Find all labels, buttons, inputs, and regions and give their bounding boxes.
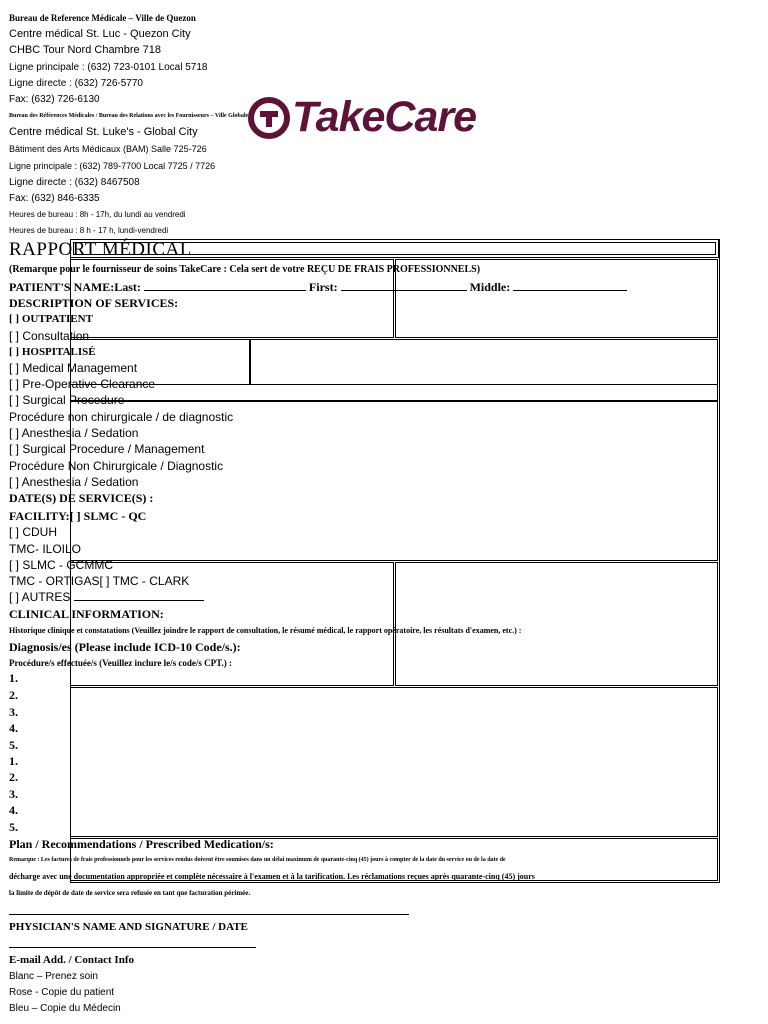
frame-band <box>70 384 718 401</box>
bgc-main-line: Ligne principale : (632) 789-7700 Local 7725 / 7726 <box>9 161 216 171</box>
qc-fax: Fax: (632) 726-6130 <box>9 94 100 105</box>
surgical-procedure-checkbox[interactable]: [ ] Surgical Procedure <box>9 393 125 407</box>
first-label: First: <box>308 280 338 294</box>
outpatient-checkbox[interactable]: [ ] OUTPATIENT <box>9 313 93 325</box>
copy-blue: Bleu – Copie du Médecin <box>9 1003 121 1014</box>
cduh-checkbox[interactable]: [ ] CDUH <box>9 525 57 539</box>
tmc-row <box>9 575 189 587</box>
takecare-logo-icon <box>246 97 292 139</box>
diag-number-1: 1. <box>9 671 18 685</box>
anesthesia-checkbox-2[interactable]: [ ] Anesthesia / Sedation <box>9 475 139 489</box>
bgc-fax: Fax: (632) 846-6335 <box>9 193 100 204</box>
tmc-iloilo-label: TMC- ILOILO <box>9 542 82 556</box>
takecare-logo-text: TakeCare <box>292 93 477 141</box>
bgc-bureau: Bureau des Références Médicales / Bureau des Relations avec les Fournisseurs – Ville Globale <box>9 113 249 119</box>
bgc-center-name: Centre médical St. Luke's - Global City <box>9 126 198 138</box>
non-surgical-procedure-2: Procédure Non Chirurgicale / Diagnostic <box>9 459 224 473</box>
diag-number-4: 4. <box>9 721 18 735</box>
form-title: RAPPORT MÉDICAL <box>9 239 192 260</box>
middle-name-field[interactable] <box>513 290 627 291</box>
proc-number-4: 4. <box>9 803 18 817</box>
bureau-title: Bureau de Reference Médicale – Ville de Quezon <box>9 13 196 23</box>
description-label: DESCRIPTION OF SERVICES: <box>9 296 179 310</box>
email-line[interactable] <box>9 947 256 948</box>
autres-row <box>9 591 204 603</box>
clinical-information-label: CLINICAL INFORMATION: <box>9 607 164 621</box>
diagnosis-label: Diagnosis/es (Please include ICD-10 Code/s.): <box>9 640 241 654</box>
patient-name-row <box>9 281 627 293</box>
qc-address: CHBC Tour Nord Chambre 718 <box>9 44 162 56</box>
physician-signature-line[interactable] <box>9 914 409 915</box>
proc-number-3: 3. <box>9 787 18 801</box>
facility-row <box>9 510 146 522</box>
proc-number-5: 5. <box>9 820 18 834</box>
tmc-clark-checkbox[interactable]: [ ] TMC - CLARK <box>99 574 190 588</box>
anesthesia-checkbox-1[interactable]: [ ] Anesthesia / Sedation <box>9 426 139 440</box>
clinical-history-label: Historique clinique et constatations (Veuillez joindre le rapport de consultation, le résumé médical, le rapport opératoire, les résultats d'examen, etc.) : <box>9 626 522 635</box>
email-label: E-mail Add. / Contact Info <box>9 954 134 966</box>
plan-label: Plan / Recommendations / Prescribed Medication/s: <box>9 837 274 851</box>
dates-of-service-label: DATE(S) DE SERVICE(S) : <box>9 491 154 505</box>
physician-label: PHYSICIAN'S NAME AND SIGNATURE / DATE <box>9 921 248 933</box>
frame-right-2 <box>250 339 718 385</box>
medical-management-checkbox[interactable]: [ ] Medical Management <box>9 361 138 375</box>
frame-services <box>70 401 718 561</box>
middle-label: Middle: <box>469 280 511 294</box>
qc-main-line: Ligne principale : (632) 723-0101 Local 5718 <box>9 62 208 73</box>
consultation-checkbox[interactable]: [ ] Consultation <box>9 329 90 343</box>
diag-number-5: 5. <box>9 738 18 752</box>
copy-pink: Rose - Copie du patient <box>9 987 115 998</box>
billing-note-line-2: décharge avec une documentation appropriée et complète nécessaire à l'examen et à la tarification. Les réclamations reçues après quarante-cinq (45) jours <box>9 872 535 881</box>
hospitalise-checkbox[interactable]: [ ] HOSPITALISÉ <box>9 346 96 358</box>
patient-name-label: PATIENT'S NAME: <box>9 280 115 294</box>
procedures-label: Procédure/s effectuée/s (Veuillez inclure le/s code/s CPT.) : <box>9 658 232 668</box>
frame-diagnosis <box>70 687 718 837</box>
surgical-management-checkbox[interactable]: [ ] Surgical Procedure / Management <box>9 442 205 456</box>
last-name-field[interactable] <box>144 290 306 291</box>
frame-right-3 <box>395 562 718 686</box>
proc-number-2: 2. <box>9 770 18 784</box>
takecare-logo <box>246 93 477 141</box>
tmc-ortigas-label: TMC - ORTIGAS <box>9 574 100 588</box>
billing-note-line-3: la limite de dépôt de date de service sera refusée en tant que facturation périmée. <box>9 889 251 897</box>
office-hours-2: Heures de bureau : 8 h - 17 h, lundi-vendredi <box>9 226 169 235</box>
facility-slmc-qc-checkbox[interactable]: [ ] SLMC - QC <box>69 509 147 523</box>
proc-number-1: 1. <box>9 754 18 768</box>
qc-center-name: Centre médical St. Luc - Quezon City <box>9 28 191 40</box>
office-hours-1: Heures de bureau : 8h - 17h, du lundi au vendredi <box>9 210 186 219</box>
qc-direct-line: Ligne directe : (632) 726-5770 <box>9 78 143 89</box>
first-name-field[interactable] <box>341 290 467 291</box>
last-label: Last: <box>114 280 141 294</box>
diag-number-2: 2. <box>9 688 18 702</box>
non-surgical-procedure-1: Procédure non chirurgicale / de diagnostic <box>9 410 234 424</box>
autres-checkbox[interactable]: [ ] AUTRES <box>9 590 71 604</box>
diag-number-3: 3. <box>9 705 18 719</box>
provider-remark: (Remarque pour le fournisseur de soins TakeCare : Cela sert de votre REÇU DE FRAIS PROFESSIONNELS) <box>9 264 481 275</box>
autres-field[interactable] <box>74 600 204 601</box>
copy-white: Blanc – Prenez soin <box>9 971 98 982</box>
facility-label: FACILITY: <box>9 509 70 523</box>
slmc-gcmmc-checkbox[interactable]: [ ] SLMC - GCMMC <box>9 558 113 572</box>
bgc-direct-line: Ligne directe : (632) 8467508 <box>9 177 140 188</box>
pre-operative-checkbox[interactable]: [ ] Pre-Operative Clearance <box>9 377 156 391</box>
bgc-address: Bâtiment des Arts Médicaux (BAM) Salle 725-726 <box>9 144 207 154</box>
billing-note-line-1: Remarque : Les factures de frais professionnels pour les services rendus doivent être soumises dans un délai maximum de quarante-cinq (45) jours à compter de la date du service ou de la date de <box>9 857 506 863</box>
